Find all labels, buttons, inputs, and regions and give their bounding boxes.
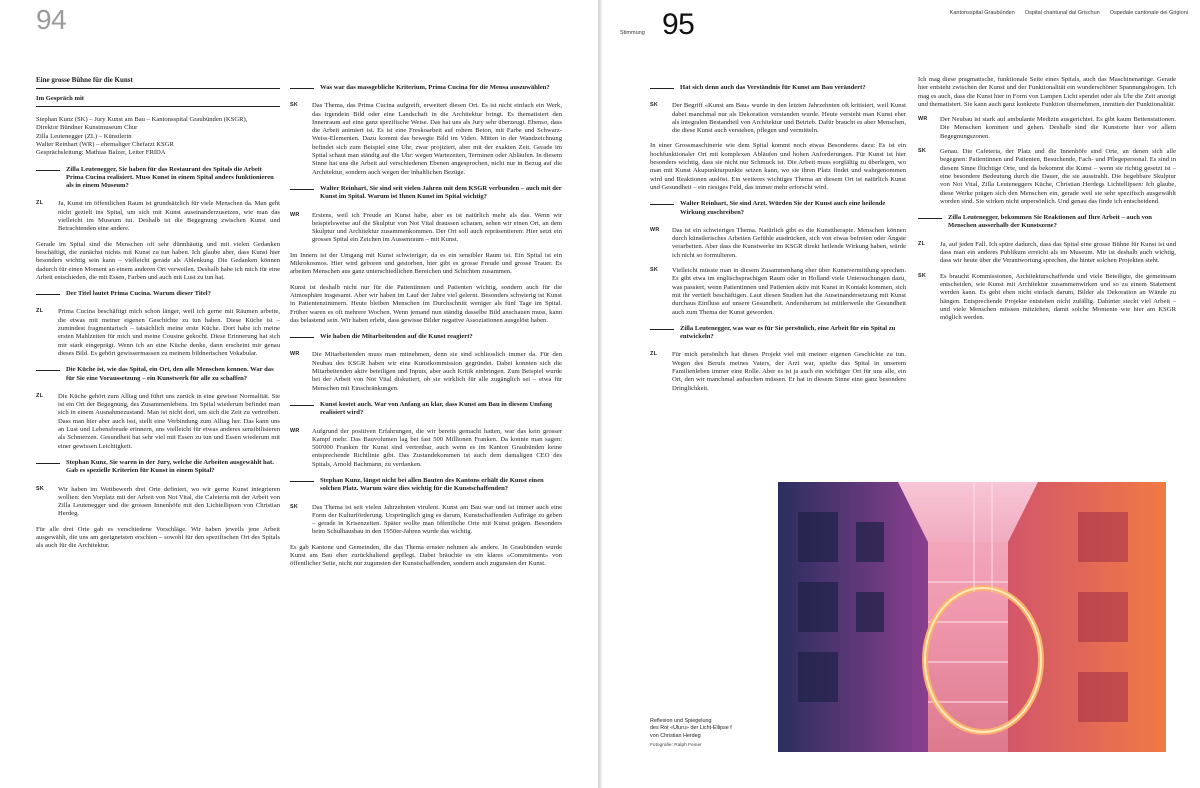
interview-answer — [918, 148, 1176, 206]
speaker-initials: ZL — [36, 308, 44, 315]
photo-light-ellipse — [778, 482, 1166, 752]
speaker-initials: ZL — [36, 200, 44, 207]
interview-flow — [36, 166, 280, 551]
section-label: Stimmung — [620, 30, 645, 36]
speaker-initials: ZL — [918, 240, 926, 247]
answer-text: Genau. Die Cafeteria, der Platz und die Innenhöfe sind Orte, an denen sich alle begegnen: Patientinnen und Patienten, Besuchende, Fach- und Pflegepersonal. Es sind in diesem Sinne flüchtige Orte, und da bekommt die Kunst – wenn sie richtig gesetzt ist – eine besondere Bedeutung durch die Dauer, die sie ausstrahlt. Die begehbare Skulptur von Not Vital, Zilla Leuteneggers Küche, Christian Herdegs Lichtellipsen: Ich glaube, diese Werke prägen sich den Menschen ein, gerade weil sie sehr spezifisch ausgewählt worden sind. Sie wirken nicht unpersönlich. Und genau das finde ich entscheidend. — [940, 148, 1176, 205]
answer-text: Wir haben im Wettbewerb drei Orte definiert, wo wir gerne Kunst integrieren wollten: den Vorplatz mit der Arbeit von Not Vital, die Cafeteria mit der Arbeit von Zilla Leutenegger und die grossen Innenhöfe mit den Lichtellipsen von Christian Herdeg. — [58, 485, 280, 518]
answer-text: Vielleicht müsste man in diesem Zusammenhang eher über Kunstvermittlung sprechen. Es gibt etwa im englischsprachigen Raum oder in Holland viele Untersuchungen dazu, was passiert, wenn Patientinnen und Patienten aktiv mit Kunst in Kontakt kommen, sich mit ihr vertieft beschäftigen. Laut diesen Studien hat die Auseinandersetzung mit Kunst durchaus Einfluss auf unsere Gesundheit. Andersherum ist mittlerweile die Gesundheit auch zum Thema der Kunst geworden. — [672, 267, 906, 316]
interview-question: Stephan Kunz, längst nicht bei allen Bauten des Kantons erhält die Kunst einen solchen Platz. Warum wäre dies wichtig für die Kunstschaffenden? — [290, 477, 562, 494]
running-header — [950, 10, 1188, 16]
answer-text: Es braucht Kommissionen, Architekturschaffende und viele Beteiligte, die gemeinsam entscheiden, wie Kunst mit Architektur zusammenwirken und so zu einem Statement werden kann. Es geht eben nicht einfach darum, Bilder als Dekoration an Wände zu hängen. Entsprechende Projekte entstehen nicht zufällig. Dahinter steckt viel Arbeit – und viele Menschen müssen mitziehen, damit solche Momente wie hier am KSGR möglich werden. — [940, 272, 1176, 322]
header-link-de: Kantonsspital Graubünden — [949, 10, 1015, 16]
answer-text: Der Begriff «Kunst am Bau» wurde in den letzten Jahrzehnten oft kritisiert, weil Kunst dabei manchmal nur als Dekoration verstanden wurde. Heute versteht man Kunst eher als integralen Bestandteil von Architektur und Betrieb. Dafür braucht es aber Menschen, die diese Kunst auch verstehen, pflegen und vermitteln. — [672, 102, 906, 135]
interview-answer — [290, 504, 562, 537]
interview-answer — [36, 200, 280, 233]
paragraph: Gerade im Spital sind die Menschen oft sehr dünnhäutig und mit vielen Gedanken beschäftigt, die zunächst nichts mit Kunst zu tun haben. Ich glaube aber, dass Kunst hier besonders wichtig sein kann – vielleicht gerade als Ablenkung. Die Gedanken können dadurch für einen Moment an einem anderen Ort verweilen. Deshalb habe ich mich für eine Arbeit entschieden, die mit Essen, Farben und auch mit Lust zu tun hat. — [36, 240, 280, 281]
interview-answer — [290, 428, 562, 469]
interview-answer — [650, 351, 906, 392]
interview-question: Die Küche ist, wie das Spital, ein Ort, den alle Menschen kennen. War das für Sie eine Voraussetzung – ein Kunstwerk für alle zu schaffen? — [36, 366, 280, 383]
photo-caption — [650, 718, 770, 749]
interview-answer — [918, 116, 1176, 141]
interview-question: Zilla Leutenegger, bekommen Sie Reaktionen auf Ihre Arbeit – auch von Menschen ausserhalb der Kunstszene? — [918, 214, 1176, 231]
interview-question: Hat sich denn auch das Verständnis für Kunst am Bau verändert? — [650, 84, 906, 92]
interview-answer — [290, 351, 562, 392]
answer-text: Prima Cucina beschäftigt mich schon länger, weil ich gerne mit Räumen arbeite, die etwas mit meiner eigenen Geschichte zu tun haben. Diese Küche ist – zumindest fragmentarisch – tatsächlich meine erste Küche. Dort habe ich meine ersten Mahlzeiten für mich und meine Cousine gekocht. Diese Erinnerung hat sich mir stark eingeprägt. Wenn ich an eine Küche denke, dann erscheint mir genau dieses Bild. Es gehört gewissermassen zu meinem bildnerischen Vokabular. — [58, 308, 280, 357]
answer-text: Die Mitarbeitenden muss man mitnehmen, denn sie sind schliesslich immer da. Für den Neubau des KSGR haben wir eine Kunstkommission gegründet. Dabei konnten sich die Mitarbeitenden aktiv beteiligen und Inputs, aber auch Kritik einbringen. Zum Beispiel wurde bei der Arbeit von Not Vital diskutiert, ob sie wirklich für alle zugänglich sei – etwa für Menschen mit Einschränkungen. — [312, 351, 562, 392]
paragraph: Ich mag diese pragmatische, funktionale Seite eines Spitals, auch das Maschinenartige. Gerade hier entsteht zwischen der Kunst und der Funktionalität ein wunderschöner Spannungsbogen. Ich mag es auch, dass die Kunst hier in Form von Lampen Licht spendet oder als Uhr die Zeit anzeigt und thematisiert. Sie kann auch ganz konkrete Funktion übernehmen, inmitten der Funktionalität. — [918, 76, 1177, 108]
paragraph: Im Innern ist der Umgang mit Kunst schwieriger, da es ein sensibler Raum ist. Ein Spital ist ein Mikrokosmos. Hier wird geboren und gestorben, hier gibt es grosse Freude und grosse Trauer. Es arbeiten Menschen aus ganz unterschiedlichen Bereichen und Schichten zusammen. — [290, 251, 562, 276]
interview-question: Walter Reinhart, Sie sind Arzt. Würden Sie der Kunst auch eine heilende Wirkung zuschreiben? — [650, 200, 906, 217]
speaker-initials: SK — [918, 272, 927, 279]
interview-answer — [918, 273, 1176, 323]
interview-question: Der Titel lautet Prima Cucina. Warum dieser Titel? — [36, 290, 280, 298]
photo-credit: Fotografie: Ralph Feiner — [650, 742, 702, 748]
speaker-initials: WR — [290, 427, 300, 434]
right-column-1 — [650, 76, 906, 400]
header-link-it: Ospedale cantonale dei Grigioni — [1109, 10, 1188, 16]
speaker-initials: ZL — [36, 392, 44, 399]
interview-question: Zilla Leutenegger, Sie haben für das Restaurant des Spitals die Arbeit Prima Cucina realisiert. Muss Kunst in einem Spital anders funktionieren als in einem Museum? — [36, 166, 280, 191]
interview-question: Zilla Leutenegger, was war es für Sie persönlich, eine Arbeit für ein Spital zu entwickeln? — [650, 325, 906, 342]
participant-line: Stephan Kunz (SK) – Jury Kunst am Bau – Kantonsspital Graubünden (KSGR), — [36, 116, 248, 124]
caption-line: des Rot «Uluru» der Licht-Ellipse f — [650, 725, 732, 732]
interview-question: Walter Reinhart, Sie sind seit vielen Jahren mit dem KSGR verbunden – auch mit der Kunst im Spital. Warum ist Ihnen Kunst im Spital wichtig? — [290, 185, 562, 202]
interview-answer — [36, 308, 280, 358]
paragraph: Es gab Kantone und Gemeinden, die das Thema ernster nehmen als andere. In Graubünden wurde Kunst am Bau eher zurückhaltend gepflegt. Dabei bräuchte es ein klares «Commitment» von öffentlicher Seite, nicht nur zugunsten der Kunstschaffenden, sondern auch zugunsten der Kunst. — [290, 543, 562, 568]
speaker-initials: WR — [290, 211, 300, 218]
interview-answer — [918, 241, 1176, 266]
page-number-left: 94 — [36, 4, 67, 35]
interview-answer — [650, 267, 906, 317]
page-number-right: 95 — [662, 8, 695, 41]
caption-line: von Christian Herdeg — [650, 732, 701, 739]
interview-question: Wie haben die Mitarbeitenden auf die Kunst reagiert? — [290, 333, 562, 341]
answer-text: Erstens, weil ich Freude an Kunst habe, aber es ist natürlich mehr als das. Wenn wir beispielsweise auf die Skulptur von Not Vital draussen schauen, sehen wir einen Ort, an dem Skulptur und Architektur zusammenkommen. Der Ort soll auch repräsentieren: Hier setzt ein grosses Spital ein Zeichen im Aussenraum – mit Kunst. — [312, 211, 562, 244]
paragraph: In einer Grossmaschinerie wie dem Spital kommt noch etwas Besonderes dazu: Es ist ein hochfunktionaler Ort mit komplexen Abläufen und hohen Anforderungen. Für Kunst ist hier besonders wichtig, dass sie nicht nur Schmuck ist. Die Arbeit muss sorgfältig zu überlegen, wo man mit Kunst Akupunkturpunkte setzen kann, wo sie ihren Platz findet und wahrgenommen wird und Reaktionen auslöst. Ein weiteres wichtiges Thema an diesem Ort ist natürlich Kunst und Gesundheit – ein riesiges Feld, das immer mehr erforscht wird. — [650, 142, 906, 191]
answer-text: Ja, auf jeden Fall. Ich spüre dadurch, dass das Spital eine grosse Bühne für Kunst ist und dass man ein anderes Publikum erreicht als im Museum. Mir ist deshalb auch wichtig, dass wir heute über die Verantwortung sprechen, die hinter solchen Projekten steht. — [940, 240, 1176, 265]
paragraph: Kunst ist deshalb nicht nur für die Patientinnen und Patienten wichtig, sondern auch für die Atmosphäre insgesamt. Aber wir haben im Lauf der Jahre viel gelernt. Besonders schwierig ist Kunst in Patientenzimmern. Heute bleiben Menschen im Durchschnitt weniger als fünf Tage im Spital. Früher waren es oft mehrere Wochen. Wenn jemand nun ständig dasselbe Bild anschauen muss, kann das belastend sein. Wir haben erlebt, dass gewisse Bilder negative Assoziationen ausgelöst haben. — [290, 283, 562, 324]
speaker-initials: WR — [290, 351, 300, 358]
speaker-initials: SK — [650, 267, 659, 274]
left-column-1 — [36, 76, 280, 558]
answer-text: Für mich persönlich hat dieses Projekt viel mit meiner eigenen Geschichte zu tun. Wegen des Berufs meines Vaters, der Arzt war, spielte das Spital in unserem Familienleben immer eine Rolle. Aber es ist ja auch ein wichtiger Ort für uns alle, ein Ort, den wir manchmal aufsuchen müssen. Er hat in diesem Sinne eine ganz besondere Dringlichkeit. — [672, 351, 906, 392]
participant-line: Zilla Leutenegger (ZL) – Künstlerin — [36, 132, 132, 140]
header-link-rm: Ospital chantunal dal Grischun — [1024, 10, 1100, 16]
interview-answer — [650, 102, 906, 135]
participant-line: Walter Reinhart (WR) – ehemaliger Chefarzt KSGR — [36, 141, 174, 148]
speaker-initials: SK — [36, 485, 45, 492]
speaker-initials: ZL — [650, 351, 658, 358]
answer-text: Die Küche gehört zum Alltag und führt uns zurück in eine gewisse Normalität. Sie ist ein Ort der Begegnung, des Zusammenlebens. Im Spital wiederum befindet man sich in einem Ausnahmezustand. Man ist nicht dort, um sich die Zeit zu vertreiben. Dass man hier aber auch isst, stellt eine Verbindung zum Alltag her. Das kann uns an Lust und Lebensfreude erinnern, uns vielleicht für etwas anderes sensibilisieren als Schmerzen. Gesundheit hat sehr viel mit Essen zu tun und Essen wiederum mit einer gewissen Leichtigkeit. — [58, 392, 280, 450]
answer-text: Ja, Kunst im öffentlichen Raum ist grundsätzlich für viele Menschen da. Man geht nicht gezielt ins Spital, um sich mit Kunst auseinanderzusetzen, wie man das vielleicht im Museum tut. Deshalb ist die Begegnung zwischen Kunst und Betrachtenden eine andere. — [58, 200, 280, 233]
paragraph: Für alle drei Orte gab es verschiedene Vorschläge. Wir haben jeweils jene Arbeit ausgewählt, die uns am geeignetsten erschien – sowohl für den spezifischen Ort des Spitals als auch für die Architektur. — [36, 525, 280, 550]
right-page — [602, 0, 1200, 788]
answer-text: Das ist ein schwieriges Thema. Natürlich gibt es die Kunsttherapie. Menschen können durch künstlerisches Arbeiten Gefühle ausdrücken, sich von etwas befreien oder Ängste verarbeiten. Aber dass die Kunstwerke im KSGR direkt heilende Wirkung haben, würde ich nicht so formulieren. — [672, 226, 906, 259]
interview-question: Was war das massgebliche Kriterium, Prima Cucina für die Mensa auszuwählen? — [290, 84, 562, 92]
speaker-initials: SK — [650, 102, 659, 109]
interview-question: Stephan Kunz, Sie waren in der Jury, welche die Arbeiten ausgewählt hat. Gab es spezielle Kriterien für Kunst in einem Spital? — [36, 459, 280, 476]
participant-line: Gesprächsleitung: Mathias Balzer, Leiter FRIDA — [36, 149, 166, 157]
interview-answer — [290, 102, 562, 177]
speaker-initials: WR — [918, 116, 928, 123]
interview-answer — [290, 212, 562, 245]
interview-flow — [650, 84, 906, 393]
speaker-initials: SK — [290, 102, 299, 109]
interview-answer — [36, 393, 280, 451]
right-column-2 — [918, 76, 1176, 329]
speaker-initials: SK — [290, 503, 299, 510]
interview-flow — [290, 84, 562, 569]
answer-text: Der Neubau ist stark auf ambulante Medizin ausgerichtet. Es gibt kaum Bettenstationen. Die Menschen kommen und gehen. Deshalb sind die Kunstorte hier vor allem Begegnungszonen. — [940, 116, 1176, 140]
caption-line: Reflexion und Spiegelung — [650, 718, 712, 724]
interview-question: Kunst kostet auch. War von Anfang an klar, dass Kunst am Bau in diesem Umfang realisiert wird? — [290, 401, 562, 418]
article-subtitle: Im Gespräch mit — [36, 95, 280, 107]
article-title: Eine grosse Bühne für die Kunst — [36, 76, 280, 89]
interview-answer — [36, 486, 280, 519]
participants-list — [36, 116, 280, 157]
speaker-initials: SK — [918, 148, 927, 155]
light-ellipse-illustration — [778, 482, 1166, 752]
answer-text: Aufgrund der positiven Erfahrungen, die wir bereits gemacht hatten, war das kein grosser Kampf mehr. Das Bauvolumen lag bei fast 500 Millionen Franken. Da konnte man sagen: 500'000 Franken für Kunst sind vertretbar, auch wenn es im Kanton Graubünden keine entsprechende Richtlinie gibt. Das Zustandekommen ist auch dem damaligen CEO des Spitals, Arnold Bachmann, zu verdanken. — [312, 427, 562, 468]
left-page — [0, 0, 598, 788]
left-column-2 — [290, 76, 562, 576]
answer-text: Das Thema, das Prima Cucina aufgreift, erweitert diesen Ort. Es ist nicht einfach ein Werk, das irgendein Bild oder eine Landschaft in die Architektur bringt. Es thematisiert den Innenraum auf eine ganz spezifische Weise. Das hat uns als Jury sehr überzeugt. Ebenso, dass die Arbeit animiert ist. Es ist eine Freskoarbeit auf rohem Beton, mit Farbe und Schwarz-Weiss-Elementen. Dazu kommt das bewegte Bild im Video. Mitten in der Wandzeichnung befindet sich zum Beispiel eine Uhr, zwar projiziert, aber mit der exakten Zeit. Gerade im Spital schaut man ständig auf die Uhr: wegen Wartezeiten, Terminen oder Abläufen. In diesem Sinne hat uns die Arbeit auf verschiedenen Ebenen angesprochen, nicht nur in Bezug auf die Architektur, sondern auch wegen der inhaltlichen Bezüge. — [312, 102, 562, 176]
answer-text: Das Thema ist seit vielen Jahrzehnten virulent. Kunst am Bau war und ist immer auch eine Form der Kulturförderung. Ursprünglich ging es darum, Kunstschaffenden Aufträge zu geben – gerade in Krisenzeiten. Später wollte man öffentliche Orte mit Kunst prägen. Besonders beim Schulhausbau in den 1950er-Jahren wurde das wichtig. — [312, 503, 562, 536]
speaker-initials: WR — [650, 226, 660, 233]
interview-answer — [650, 227, 906, 260]
participant-line: Direktor Bündner Kunstmuseum Chur — [36, 124, 138, 132]
interview-flow — [918, 76, 1176, 322]
